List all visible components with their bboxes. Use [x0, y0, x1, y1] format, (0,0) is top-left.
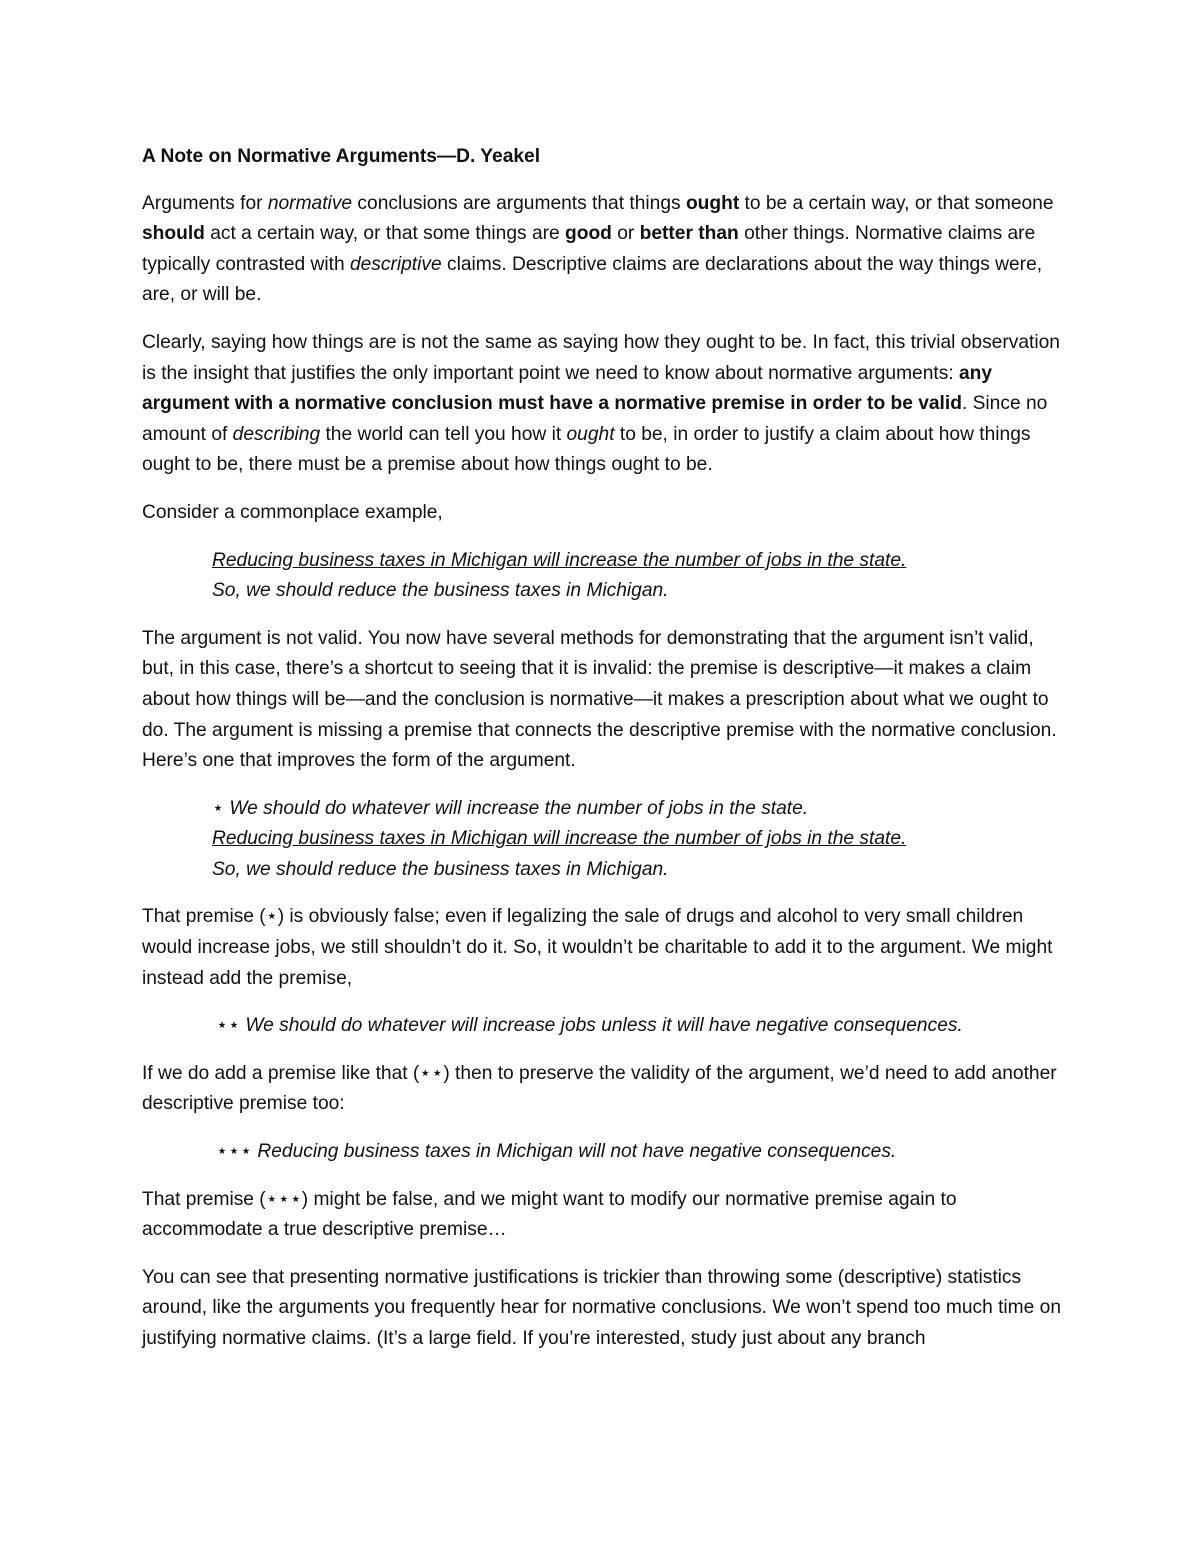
document-body	[142, 142, 1062, 1372]
triple-star-premise: ⋆⋆⋆ Reducing business taxes in Michigan will not have negative consequences.	[216, 1141, 897, 1163]
example1-premise: Reducing business taxes in Michigan will increase the number of jobs in the state.	[212, 549, 907, 571]
double-star-premise: ⋆⋆ We should do whatever will increase jobs unless it will have negative consequences.	[216, 1015, 963, 1037]
example-argument-1	[212, 546, 1062, 607]
example2-conclusion: So, we should reduce the business taxes in Michigan.	[212, 858, 669, 880]
paragraph-key-point: Clearly, saying how things are is not the same as saying how they ought to be. In fact, this trivial observation is the insight that justifies the only important point we need to know about normative arguments: any argument with a normative conclusion must have a normative premise in order to be valid. Since no amount of describing the world can tell you how it ought to be, in order to justify a claim about how things ought to be, there must be a premise about how things ought to be.	[142, 331, 1060, 476]
example2-star-premise: ⋆ We should do whatever will increase the number of jobs in the state.	[212, 797, 809, 819]
paragraph-add-descriptive: If we do add a premise like that (⋆⋆) then to preserve the validity of the argument, we’d need to add another descriptive premise too:	[142, 1062, 1057, 1115]
paragraph-modify-premise: That premise (⋆⋆⋆) might be false, and we might want to modify our normative premise again to accommodate a true descriptive premise…	[142, 1188, 957, 1241]
document-title: A Note on Normative Arguments—D. Yeakel	[142, 146, 541, 167]
key-principle: any argument with a normative conclusion must have a normative premise in order to be valid	[142, 362, 993, 415]
example-argument-2	[212, 794, 1062, 886]
paragraph-trickier: You can see that presenting normative justifications is trickier than throwing some (descriptive) statistics around, like the arguments you frequently hear for normative conclusions. We won’t spend too much time on justifying normative claims. (It’s a large field. If you’re interested, study just about any branch	[142, 1266, 1062, 1349]
paragraph-normative-definition: Arguments for normative conclusions are arguments that things ought to be a certain way, or that someone should act a certain way, or that some things are good or better than other things. Normative claims are typically contrasted with descriptive claims. Descriptive claims are declarations about the way things were, are, or will be.	[142, 192, 1054, 306]
paragraph-premise-false: That premise (⋆) is obviously false; even if legalizing the sale of drugs and alcohol to very small children would increase jobs, we still shouldn’t do it. So, it wouldn’t be charitable to add it to the argument. We might instead add the premise,	[142, 906, 1053, 989]
paragraph-invalid-argument: The argument is not valid. You now have several methods for demonstrating that the argument isn’t valid, but, in this case, there’s a shortcut to seeing that it is invalid: the premise is descriptive—it makes a claim about how things will be—and the conclusion is normative—it makes a prescription about what we ought to do. The argument is missing a premise that connects the descriptive premise with the normative conclusion. Here’s one that improves the form of the argument.	[142, 627, 1057, 772]
example2-premise: Reducing business taxes in Michigan will increase the number of jobs in the state.	[212, 828, 907, 850]
example1-conclusion: So, we should reduce the business taxes in Michigan.	[212, 580, 669, 602]
paragraph-consider-example: Consider a commonplace example,	[142, 501, 443, 523]
